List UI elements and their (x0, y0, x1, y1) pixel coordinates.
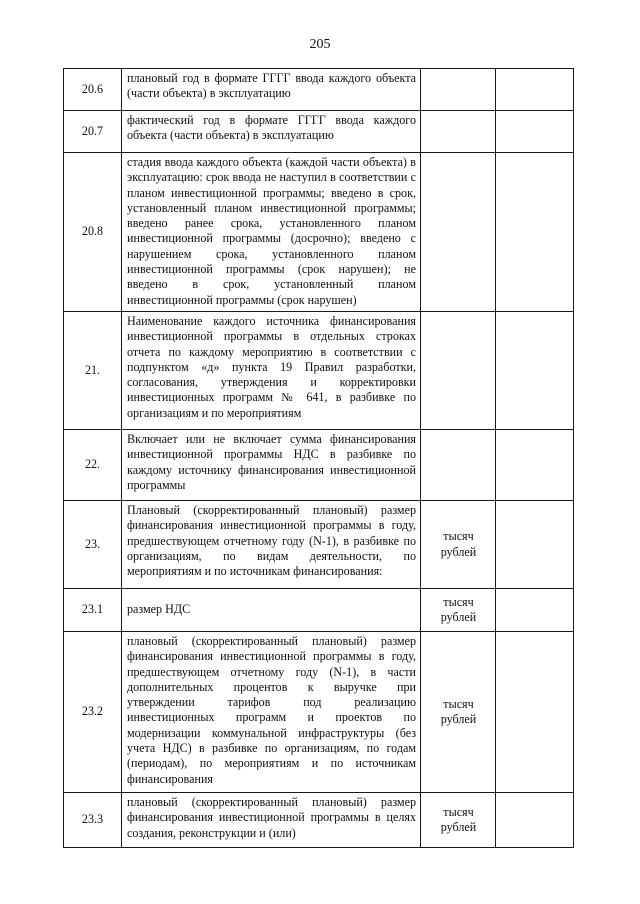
table-row (64, 69, 574, 111)
row-number: 20.6 (64, 69, 122, 111)
table-row (64, 793, 574, 848)
row-value (496, 793, 574, 848)
row-description: плановый (скорректированный плановый) размер финансирования инвестиционной программы в году, предшествующем отчетному году (N-1), в части дополнительных процентов к выручке при утверждении тарифов под реализацию инвестиционных программ и проектов по модернизации коммунальной инфраструктуры (без учета НДС) в разбивке по организациям, по годам (периодам), по мероприятиям и по источникам финансирования (122, 632, 421, 793)
row-number: 22. (64, 430, 122, 501)
table-row (64, 153, 574, 312)
row-unit: тысяч рублей (421, 589, 496, 632)
row-value (496, 153, 574, 312)
row-description: фактический год в формате ГГГГ ввода каждого объекта (части объекта) в эксплуатацию (122, 111, 421, 153)
row-description: размер НДС (122, 589, 421, 632)
row-unit (421, 111, 496, 153)
row-number: 20.7 (64, 111, 122, 153)
row-number: 23.2 (64, 632, 122, 793)
row-value (496, 632, 574, 793)
row-number: 23.1 (64, 589, 122, 632)
table-row (64, 430, 574, 501)
table-row (64, 501, 574, 589)
row-description: плановый год в формате ГГГГ ввода каждого объекта (части объекта) в эксплуатацию (122, 69, 421, 111)
row-description: стадия ввода каждого объекта (каждой части объекта) в эксплуатацию: срок ввода не наступил в соответствии с планом инвестиционной программы; введено в срок, установленный планом инвестиционной программы; введено ранее срока, установленного планом инвестиционной программы (досрочно); введено с нарушением срока, установленного планом инвестиционной программы (срок нарушен); не введено в срок, установленный планом инвестиционной программы (срок нарушен) (122, 153, 421, 312)
row-value (496, 312, 574, 430)
table-row (64, 589, 574, 632)
row-description: плановый (скорректированный плановый) размер финансирования инвестиционной программы в целях создания, реконструкции и (или) (122, 793, 421, 848)
row-unit: тысяч рублей (421, 793, 496, 848)
row-value (496, 430, 574, 501)
row-number: 20.8 (64, 153, 122, 312)
row-unit: тысяч рублей (421, 501, 496, 589)
table-row (64, 111, 574, 153)
row-value (496, 589, 574, 632)
row-description: Наименование каждого источника финансирования инвестиционной программы в отдельных строках отчета по каждому мероприятию в соответствии с подпунктом «д» пункта 19 Правил разработки, согласования, утверждения и корректировки инвестиционных программ № 641, в разбивке по организациям и по мероприятиям (122, 312, 421, 430)
table-row (64, 312, 574, 430)
row-value (496, 111, 574, 153)
row-unit (421, 69, 496, 111)
table-row (64, 632, 574, 793)
row-description: Плановый (скорректированный плановый) размер финансирования инвестиционной программы в году, предшествующем отчетному году (N-1), в разбивке по организациям, по видам деятельности, по мероприятиям и по источникам финансирования: (122, 501, 421, 589)
row-unit: тысяч рублей (421, 632, 496, 793)
row-description: Включает или не включает сумма финансирования инвестиционной программы НДС в разбивке по каждому источнику финансирования инвестиционной программы (122, 430, 421, 501)
row-number: 21. (64, 312, 122, 430)
row-unit (421, 153, 496, 312)
row-value (496, 69, 574, 111)
page-number: 205 (309, 37, 331, 52)
document-table (63, 68, 574, 848)
row-number: 23. (64, 501, 122, 589)
row-unit (421, 312, 496, 430)
row-value (496, 501, 574, 589)
row-number: 23.3 (64, 793, 122, 848)
row-unit (421, 430, 496, 501)
